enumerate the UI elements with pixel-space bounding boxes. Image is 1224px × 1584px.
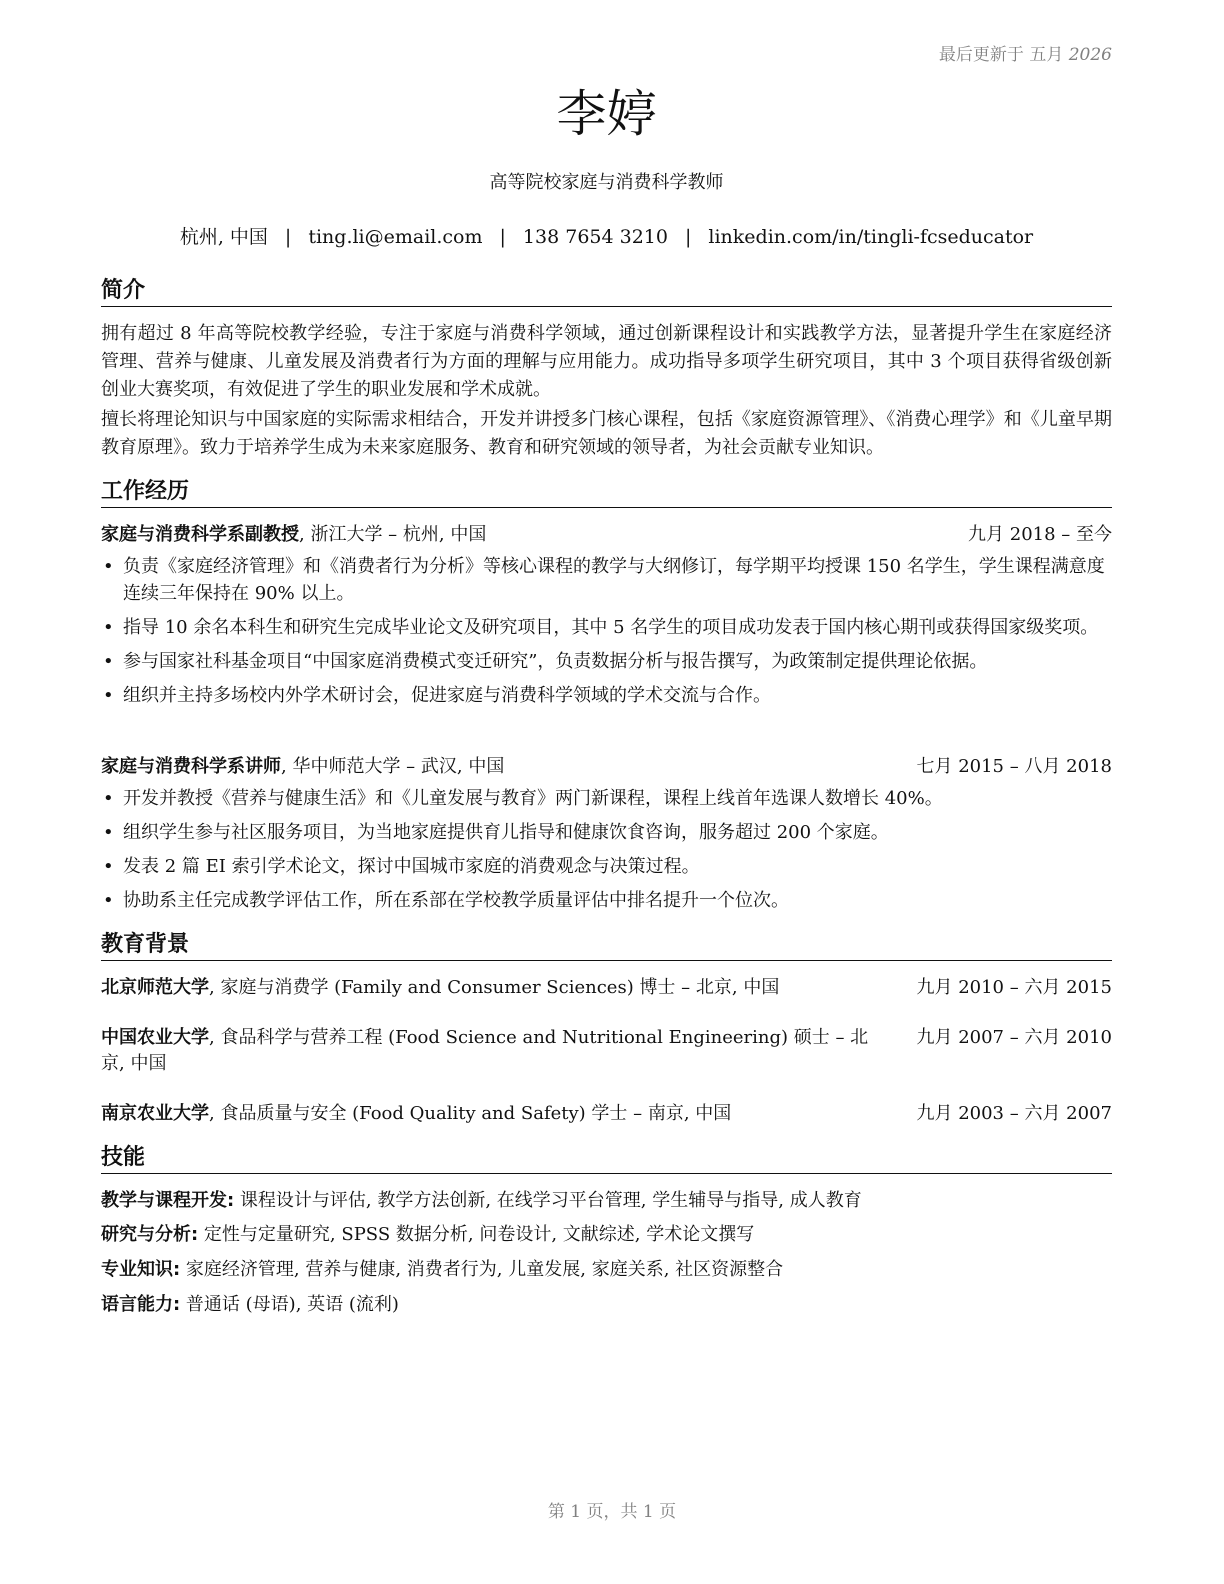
job-bullet: • 负责《家庭经济管理》和《消费者行为分析》等核心课程的教学与大纲修订，每学期平均授课 150 名学生，学生课程满意度连续三年保持在 90% 以上。 <box>101 553 1112 607</box>
section-title-experience: 工作经历 <box>101 477 1112 508</box>
section-title-summary: 简介 <box>101 276 1112 307</box>
candidate-name: 李婷 <box>556 85 657 143</box>
education-detail: , 家庭与消费学 (Family and Consumer Sciences) 博士 – 北京, 中国 <box>209 977 780 998</box>
contact-email[interactable]: ting.li@email.com <box>308 226 483 248</box>
job-bullets <box>101 785 1112 921</box>
job-bullet: • 协助系主任完成教学评估工作，所在系部在学校教学质量评估中排名提升一个位次。 <box>101 887 1112 914</box>
job-bullet: • 组织并主持多场校内外学术研讨会，促进家庭与消费科学领域的学术交流与合作。 <box>101 682 1112 709</box>
education-item <box>101 1101 1112 1127</box>
job-org: , 华中师范大学 – 武汉, 中国 <box>281 756 505 777</box>
education-dates: 九月 2003 – 六月 2007 <box>916 1103 1112 1124</box>
contact-separator: | <box>499 226 506 248</box>
last-updated <box>939 44 1112 68</box>
contact-separator: | <box>284 226 292 248</box>
job-dates: 九月 2018 – 至今 <box>968 524 1112 545</box>
education-item <box>101 1025 1112 1077</box>
skill-row <box>101 1188 1112 1214</box>
education-dates: 九月 2007 – 六月 2010 <box>916 1027 1112 1048</box>
job-header <box>101 754 1112 780</box>
education-detail: , 食品科学与营养工程 (Food Science and Nutritional Engineering) 硕士 – 北京, 中国 <box>101 1027 869 1074</box>
job-bullet: • 发表 2 篇 EI 索引学术论文，探讨中国城市家庭的消费观念与决策过程。 <box>101 853 1112 880</box>
section-title-skills: 技能 <box>101 1143 1112 1174</box>
education-dates: 九月 2010 – 六月 2015 <box>916 977 1112 998</box>
education-detail: , 食品质量与安全 (Food Quality and Safety) 学士 – 南京, 中国 <box>209 1103 732 1124</box>
skill-value: 定性与定量研究, SPSS 数据分析, 问卷设计, 文献综述, 学术论文撰写 <box>198 1224 755 1245</box>
job-bullet: • 指导 10 余名本科生和研究生完成毕业论文及研究项目，其中 5 名学生的项目成功发表于国内核心期刊或获得国家级奖项。 <box>101 614 1112 641</box>
summary-paragraph: 拥有超过 8 年高等院校教学经验，专注于家庭与消费科学领域，通过创新课程设计和实践教学方法，显著提升学生在家庭经济管理、营养与健康、儿童发展及消费者行为方面的理解与应用能力。成功指导多项学生研究项目，其中 3 个项目获得省级创新创业大赛奖项，有效促进了学生的职业发展和学术成就。 <box>101 323 1112 400</box>
skill-value: 普通话 (母语), 英语 (流利) <box>180 1294 399 1315</box>
job-bullet: • 参与国家社科基金项目“中国家庭消费模式变迁研究”，负责数据分析与报告撰写，为政策制定提供理论依据。 <box>101 648 1112 675</box>
last-updated-year: 2026 <box>1068 45 1112 65</box>
last-updated-label: 最后更新于 五月 <box>938 45 1064 65</box>
skill-label: 语言能力: <box>101 1294 181 1315</box>
job-org: , 浙江大学 – 杭州, 中国 <box>299 524 487 545</box>
contact-linkedin[interactable]: linkedin.com/in/tingli-fcseducator <box>708 226 1034 248</box>
contact-separator: | <box>684 226 692 248</box>
candidate-headline: 高等院校家庭与消费科学教师 <box>489 172 724 193</box>
section-title-education: 教育背景 <box>101 930 1112 961</box>
job-role: 家庭与消费科学系副教授 <box>101 524 299 545</box>
contact-location: 杭州, 中国 <box>179 226 268 248</box>
skill-label: 专业知识: <box>101 1259 181 1280</box>
skill-value: 家庭经济管理, 营养与健康, 消费者行为, 儿童发展, 家庭关系, 社区资源整合 <box>180 1259 784 1280</box>
skill-row <box>101 1222 1112 1248</box>
education-school: 南京农业大学 <box>101 1103 209 1124</box>
job-bullets <box>101 553 1112 716</box>
page-footer: 第 1 页，共 1 页 <box>547 1502 677 1522</box>
job-bullet: • 开发并教授《营养与健康生活》和《儿童发展与教育》两门新课程，课程上线首年选课人数增长 40%。 <box>101 785 1112 812</box>
contact-phone: 138 7654 3210 <box>522 226 668 248</box>
summary-paragraph: 擅长将理论知识与中国家庭的实际需求相结合，开发并讲授多门核心课程，包括《家庭资源管理》、《消费心理学》和《儿童早期教育原理》。致力于培养学生成为未来家庭服务、教育和研究领域的领导者，为社会贡献专业知识。 <box>101 409 1112 458</box>
skill-value: 课程设计与评估, 教学方法创新, 在线学习平台管理, 学生辅导与指导, 成人教育 <box>234 1190 862 1211</box>
job-header <box>101 522 1112 548</box>
contact-line <box>101 224 1112 251</box>
education-school: 中国农业大学 <box>101 1027 209 1048</box>
education-item <box>101 975 1112 1001</box>
skill-row <box>101 1257 1112 1283</box>
job-bullet: • 组织学生参与社区服务项目，为当地家庭提供育儿指导和健康饮食咨询，服务超过 200 个家庭。 <box>101 819 1112 846</box>
job-dates: 七月 2015 – 八月 2018 <box>916 756 1112 777</box>
skill-label: 教学与课程开发: <box>101 1190 235 1211</box>
skill-label: 研究与分析: <box>101 1224 199 1245</box>
skill-row <box>101 1292 1112 1318</box>
job-role: 家庭与消费科学系讲师 <box>101 756 281 777</box>
education-school: 北京师范大学 <box>101 977 209 998</box>
